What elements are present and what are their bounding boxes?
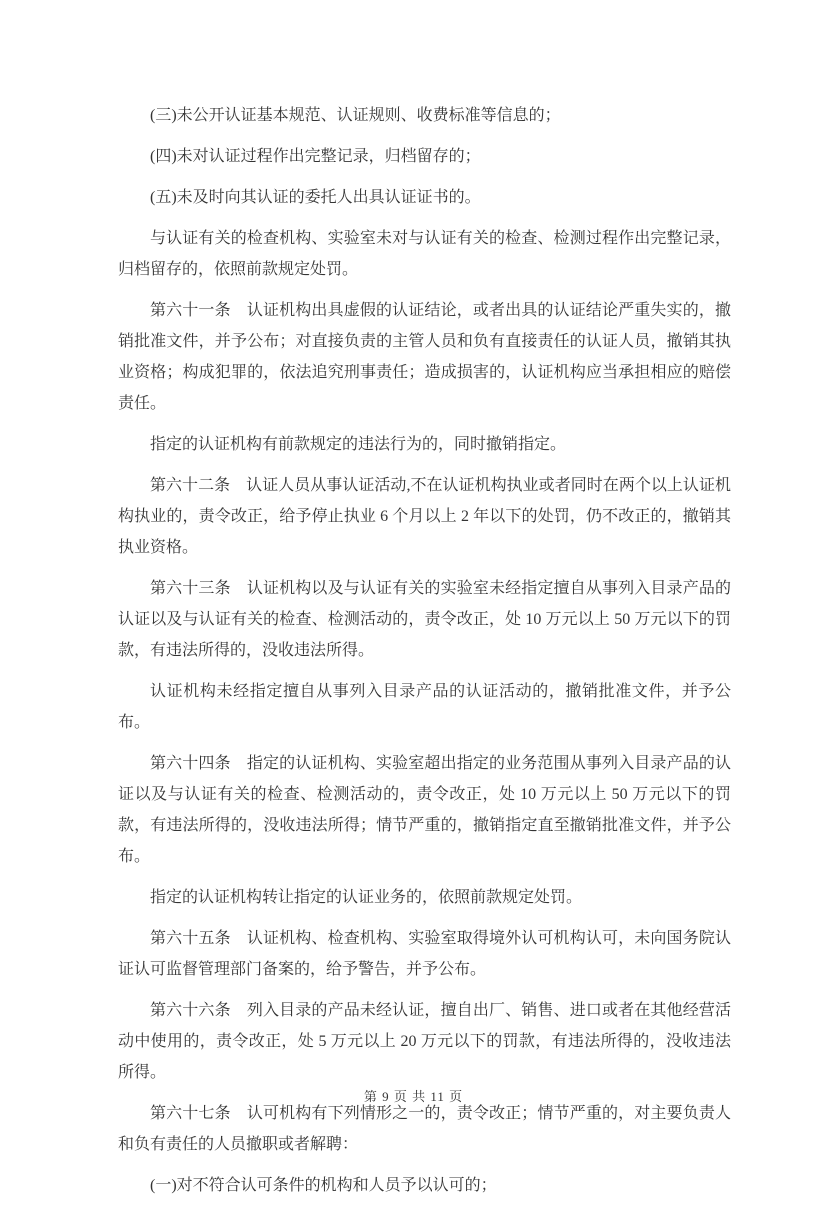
page-number-label: 第 9 页 共 11 页 [363, 1089, 464, 1104]
clause-item-five: (五)未及时向其认证的委托人出具认证证书的。 [150, 189, 481, 206]
article-62: 第六十二条 认证人员从事认证活动,不在认证机构执业或者同时在两个以上认证机构执业的，责令改正，给予停止执业 6 个月以上 2 年以下的处罚，仍不改正的，撤销其执业资格。 [118, 477, 731, 556]
document-body [118, 100, 731, 1211]
article-67: 第六十七条 认可机构有下列情形之一的，责令改正；情节严重的，对主要负责人和负有责任的人员撤职或者解聘： [118, 1105, 731, 1153]
article-63-paragraph-2: 认证机构未经指定擅自从事列入目录产品的认证活动的，撤销批准文件，并予公布。 [118, 683, 731, 731]
page-footer [0, 1086, 827, 1106]
clause-item-one: (一)对不符合认可条件的机构和人员予以认可的； [150, 1177, 497, 1194]
article-64: 第六十四条 指定的认证机构、实验室超出指定的业务范围从事列入目录产品的认证以及与认证有关的检查、检测活动的，责令改正，处 10 万元以上 50 万元以下的罚款，有违法所得的，没收违法所得；情节严重的，撤销指定直至撤销批准文件，并予公布。 [118, 755, 731, 865]
article-61-paragraph-2: 指定的认证机构有前款规定的违法行为的，同时撤销指定。 [150, 436, 567, 453]
article-61: 第六十一条 认证机构出具虚假的认证结论，或者出具的认证结论严重失实的，撤销批准文件，并予公布；对直接负责的主管人员和负有直接责任的认证人员，撤销其执业资格；构成犯罪的，依法追究刑事责任；造成损害的，认证机构应当承担相应的赔偿责任。 [118, 302, 731, 412]
article-64-paragraph-2: 指定的认证机构转让指定的认证业务的，依照前款规定处罚。 [150, 889, 583, 906]
article-66: 第六十六条 列入目录的产品未经认证，擅自出厂、销售、进口或者在其他经营活动中使用的，责令改正，处 5 万元以上 20 万元以下的罚款，有违法所得的，没收违法所得。 [118, 1002, 731, 1081]
clause-item-three: (三)未公开认证基本规范、认证规则、收费标准等信息的； [150, 107, 561, 124]
clause-item-four: (四)未对认证过程作出完整记录，归档留存的； [150, 148, 481, 165]
article-65: 第六十五条 认证机构、检查机构、实验室取得境外认可机构认可，未向国务院认证认可监督管理部门备案的，给予警告，并予公布。 [118, 930, 731, 978]
paragraph-inspection-bodies: 与认证有关的检查机构、实验室未对与认证有关的检查、检测过程作出完整记录，归档留存的，依照前款规定处罚。 [118, 230, 731, 278]
article-63: 第六十三条 认证机构以及与认证有关的实验室未经指定擅自从事列入目录产品的认证以及与认证有关的检查、检测活动的，责令改正，处 10 万元以上 50 万元以下的罚款，有违法所得的，没收违法所得。 [118, 580, 731, 659]
